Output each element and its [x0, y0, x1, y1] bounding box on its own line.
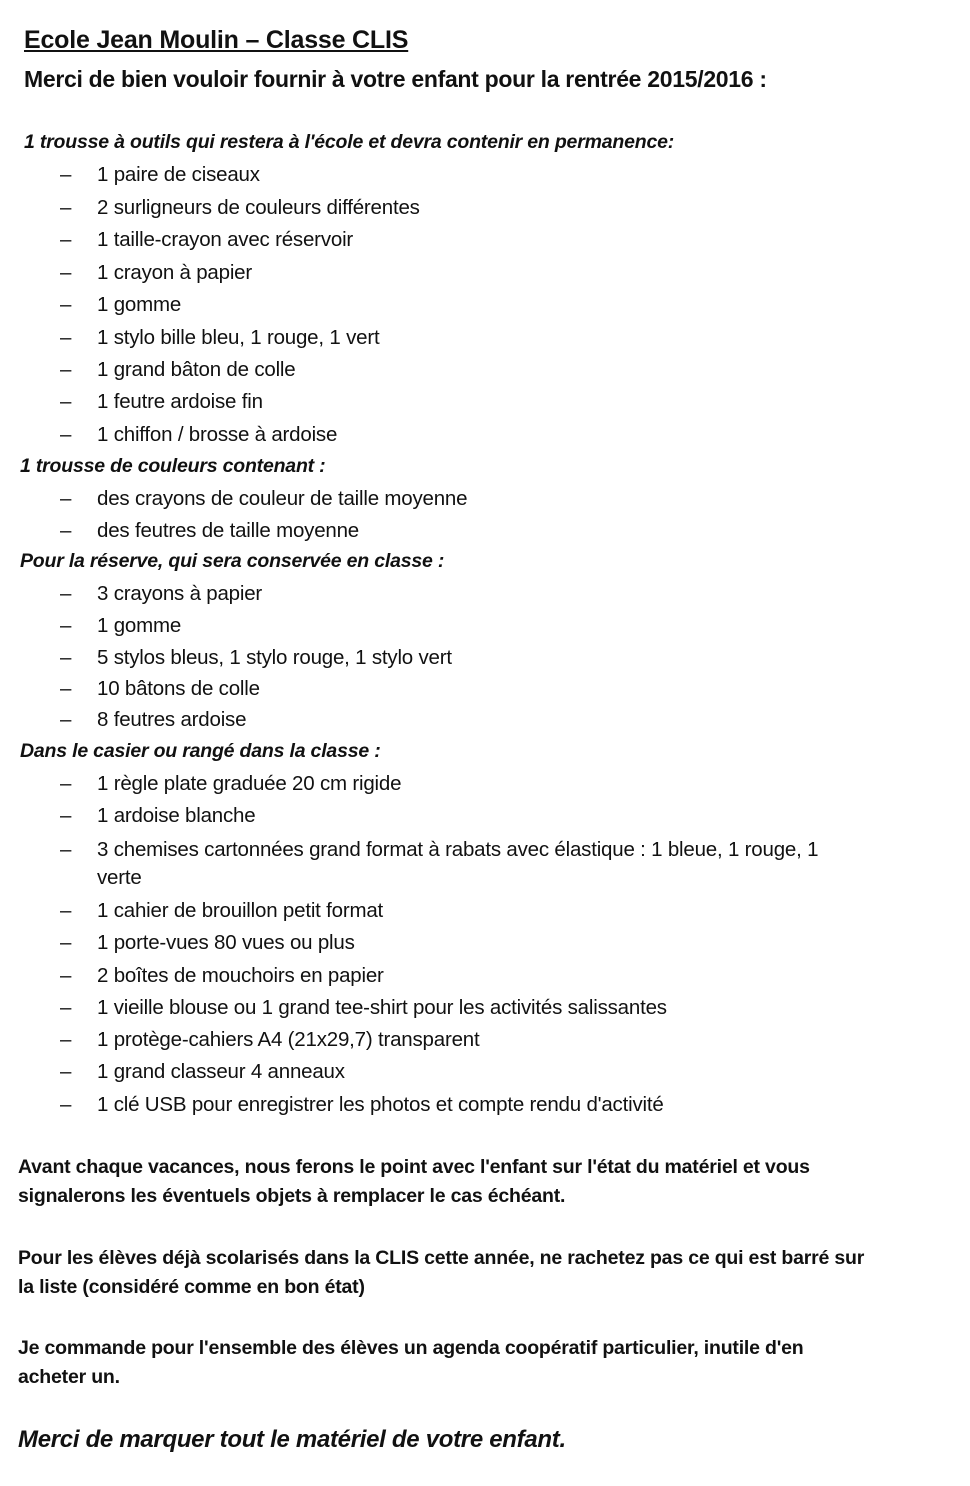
list-item-text: 3 chemises cartonnées grand format à rabats avec élastique : 1 bleue, 1 rouge, 1: [97, 838, 819, 861]
list-item-text: 1 grand bâton de colle: [97, 358, 296, 381]
list-item-text: des feutres de taille moyenne: [97, 519, 360, 542]
dash-bullet: –: [60, 899, 72, 922]
list-item-text: 1 paire de ciseaux: [97, 163, 260, 186]
dash-bullet: –: [60, 708, 72, 731]
dash-bullet: –: [60, 326, 72, 349]
closing-note: Merci de marquer tout le matériel de votre enfant.: [18, 1426, 566, 1453]
paragraph-line: Pour les élèves déjà scolarisés dans la CLIS cette année, ne rachetez pas ce qui est barré sur: [18, 1247, 865, 1269]
paragraph-line: la liste (considéré comme en bon état): [18, 1276, 365, 1298]
list-item-text-continuation: verte: [97, 866, 142, 889]
dash-bullet: –: [60, 582, 72, 605]
paragraph-agenda: [18, 1334, 804, 1392]
dash-bullet: –: [60, 358, 72, 381]
list-item-text: 1 crayon à papier: [97, 261, 253, 284]
list-item-text: 1 gomme: [97, 293, 182, 316]
list-item-text: 1 gomme: [97, 614, 182, 637]
list-item-text: 8 feutres ardoise: [97, 708, 247, 731]
list-item-text: 3 crayons à papier: [97, 582, 263, 605]
list-item-text: 1 stylo bille bleu, 1 rouge, 1 vert: [97, 326, 380, 349]
document-subtitle: Merci de bien vouloir fournir à votre enfant pour la rentrée 2015/2016 :: [24, 66, 767, 92]
section-heading-color-kit: 1 trousse de couleurs contenant :: [20, 455, 326, 477]
paragraph-material-check: [18, 1153, 810, 1211]
paragraph-returning-students: [18, 1244, 864, 1302]
paragraph-line: acheter un.: [18, 1366, 120, 1388]
list-item-text: 10 bâtons de colle: [97, 677, 260, 700]
section-heading-locker: Dans le casier ou rangé dans la classe :: [20, 740, 381, 762]
list-item-text: 1 ardoise blanche: [97, 804, 256, 827]
list-item-text: 1 feutre ardoise fin: [97, 390, 263, 413]
list-item-text: 1 vieille blouse ou 1 grand tee-shirt pour les activités salissantes: [97, 996, 667, 1019]
list-item-text: 1 règle plate graduée 20 cm rigide: [97, 772, 402, 795]
list-item-text: 2 boîtes de mouchoirs en papier: [97, 964, 384, 987]
dash-bullet: –: [60, 646, 72, 669]
paragraph-line: signalerons les éventuels objets à remplacer le cas échéant.: [18, 1185, 566, 1207]
dash-bullet: –: [60, 931, 72, 954]
list-item-text: 1 cahier de brouillon petit format: [97, 899, 384, 922]
list-item-text: 1 grand classeur 4 anneaux: [97, 1060, 345, 1083]
dash-bullet: –: [60, 1060, 72, 1083]
dash-bullet: –: [60, 487, 72, 510]
list-item-text: 1 protège-cahiers A4 (21x29,7) transparent: [97, 1028, 480, 1051]
list-item-text: 2 surligneurs de couleurs différentes: [97, 196, 420, 219]
dash-bullet: –: [60, 838, 72, 861]
dash-bullet: –: [60, 1093, 72, 1116]
dash-bullet: –: [60, 423, 72, 446]
list-item-text: 1 taille-crayon avec réservoir: [97, 228, 354, 251]
list-item-text: 1 clé USB pour enregistrer les photos et compte rendu d'activité: [97, 1093, 664, 1116]
dash-bullet: –: [60, 614, 72, 637]
dash-bullet: –: [60, 519, 72, 542]
dash-bullet: –: [60, 677, 72, 700]
list-item-text: 1 chiffon / brosse à ardoise: [97, 423, 338, 446]
section-heading-tool-kit: 1 trousse à outils qui restera à l'école et devra contenir en permanence:: [24, 131, 675, 153]
dash-bullet: –: [60, 261, 72, 284]
paragraph-line: Avant chaque vacances, nous ferons le point avec l'enfant sur l'état du matériel et vous: [18, 1156, 810, 1178]
list-item-text: 1 porte-vues 80 vues ou plus: [97, 931, 355, 954]
dash-bullet: –: [60, 196, 72, 219]
document-title: Ecole Jean Moulin – Classe CLIS: [24, 26, 409, 54]
dash-bullet: –: [60, 228, 72, 251]
list-item-text: des crayons de couleur de taille moyenne: [97, 487, 468, 510]
list-item-text: 5 stylos bleus, 1 stylo rouge, 1 stylo vert: [97, 646, 452, 669]
dash-bullet: –: [60, 804, 72, 827]
paragraph-line: Je commande pour l'ensemble des élèves un agenda coopératif particulier, inutile d'en: [18, 1337, 804, 1359]
dash-bullet: –: [60, 293, 72, 316]
dash-bullet: –: [60, 390, 72, 413]
dash-bullet: –: [60, 163, 72, 186]
dash-bullet: –: [60, 996, 72, 1019]
section-heading-reserve: Pour la réserve, qui sera conservée en classe :: [20, 550, 445, 572]
dash-bullet: –: [60, 964, 72, 987]
dash-bullet: –: [60, 1028, 72, 1051]
dash-bullet: –: [60, 772, 72, 795]
